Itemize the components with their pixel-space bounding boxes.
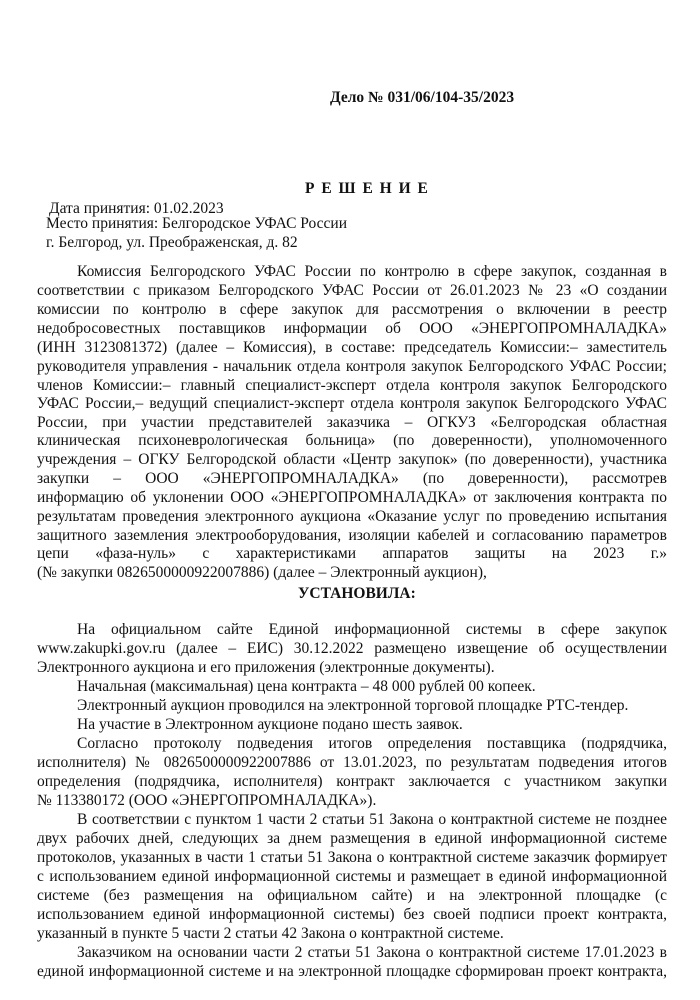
text-line: Электронного аукциона и его приложения (электронные документы). xyxy=(37,659,495,676)
text-line: № 113380172 (ООО «ЭНЕРГОПРОМНАЛАДКА»). xyxy=(37,792,377,809)
text-line: недобросовестных поставщиков информации об ООО «ЭНЕРГОПРОМНАЛАДКА» xyxy=(37,320,667,337)
text-line: Комиссия Белгородского УФАС России по контролю в сфере закупок, созданная в xyxy=(77,263,667,280)
text-line: определения (подрядчика, исполнителя) контракт заключается с участником закупки xyxy=(37,773,667,790)
text-line: Согласно протоколу подведения итогов определения поставщика (подрядчика, xyxy=(77,735,667,752)
text-line: Заказчиком на основании части 2 статьи 51 Закона о контрактной системе 17.01.2023 в xyxy=(77,944,667,961)
text-line: комиссии по контролю в сфере закупок для рассмотрения о включении в реестр xyxy=(37,301,667,318)
text-line: На официальном сайте Единой информационной системы в сфере закупок xyxy=(77,621,667,638)
text-line: России, при участии представителей заказчика – ОГКУЗ «Белгородская областная xyxy=(37,414,667,431)
text-line: с использованием единой информационной системы и размещает в единой информационной xyxy=(37,868,667,885)
text-line: руководителя управления - начальник отдела контроля закупок Белгородского УФАС России; xyxy=(37,358,667,375)
text-line: информацию об уклонении ООО «ЭНЕРГОПРОМНАЛАДКА» от заключения контракта по xyxy=(37,489,667,506)
address: г. Белгород, ул. Преображенская, д. 82 xyxy=(46,234,298,251)
text-line: цепи «фаза-нуль» с характеристиками аппаратов защиты на 2023 г.» xyxy=(37,545,667,562)
adoption-date: Дата принятия: 01.02.2023 xyxy=(49,200,224,217)
text-line: (№ закупки 0826500000922007886) (далее – Электронный аукцион), xyxy=(37,564,487,581)
text-line: использованием единой информационной системы) без своей подписи проект контракта, xyxy=(37,906,667,923)
text-line: Электронный аукцион проводился на электронной торговой площадке РТС-тендер. xyxy=(77,697,629,714)
text-line: закупки – ООО «ЭНЕРГОПРОМНАЛАДКА» (по доверенности), рассмотрев xyxy=(37,470,667,487)
text-line: единой информационной системе и на электронной площадке сформирован проект контракта, xyxy=(37,963,667,980)
case-number: Дело № 031/06/104-35/2023 xyxy=(330,89,515,106)
text-line: протоколов, указанных в части 1 статьи 51 Закона о контрактной системе заказчик формирует xyxy=(37,849,667,866)
text-line: В соответствии с пунктом 1 части 2 статьи 51 Закона о контрактной системе не позднее xyxy=(77,811,667,828)
text-line: www.zakupki.gov.ru (далее – ЕИС) 30.12.2022 размещено извещение об осуществлении xyxy=(37,640,667,657)
text-line: системе (без размещения на официальном сайте) и на электронной площадке (с xyxy=(37,887,667,904)
text-line: результатам проведения электронного аукциона «Оказание услуг по проведению испытания xyxy=(37,508,667,525)
text-line: УФАС России,– ведущий специалист-эксперт отдела контроля закупок Белгородского УФАС xyxy=(37,395,667,412)
text-line: (ИНН 3123081372) (далее – Комиссия), в составе: председатель Комиссии:– заместитель xyxy=(37,339,667,356)
text-line: членов Комиссии:– главный специалист-эксперт отдела контроля закупок Белгородского xyxy=(37,377,667,394)
section-heading: УСТАНОВИЛА: xyxy=(298,585,416,602)
text-line: защитного заземления электрооборудования, изоляции кабелей и согласованию параметров xyxy=(37,527,667,544)
adoption-place: Место принятия: Белгородское УФАС России xyxy=(46,215,348,232)
text-line: клиническая психоневрологическая больница» (по доверенности), уполномоченного xyxy=(37,432,667,449)
text-line: соответствии с приказом Белгородского УФАС России от 26.01.2023 № 23 «О создании xyxy=(37,282,667,299)
document-title: Р Е Ш Е Н И Е xyxy=(305,180,430,197)
text-line: На участие в Электронном аукционе подано шесть заявок. xyxy=(77,716,463,733)
text-line: двух рабочих дней, следующих за днем размещения в единой информационной системе xyxy=(37,830,667,847)
text-line: учреждения – ОГКУ Белгородской области «Центр закупок» (по доверенности), участника xyxy=(37,451,667,468)
text-line: исполнителя) № 0826500000922007886 от 13.01.2023, по результатам подведения итогов xyxy=(37,754,667,771)
text-line: указанный в пункте 5 части 2 статьи 42 Закона о контрактной системе. xyxy=(37,925,504,942)
text-line: Начальная (максимальная) цена контракта – 48 000 рублей 00 копеек. xyxy=(77,678,536,695)
